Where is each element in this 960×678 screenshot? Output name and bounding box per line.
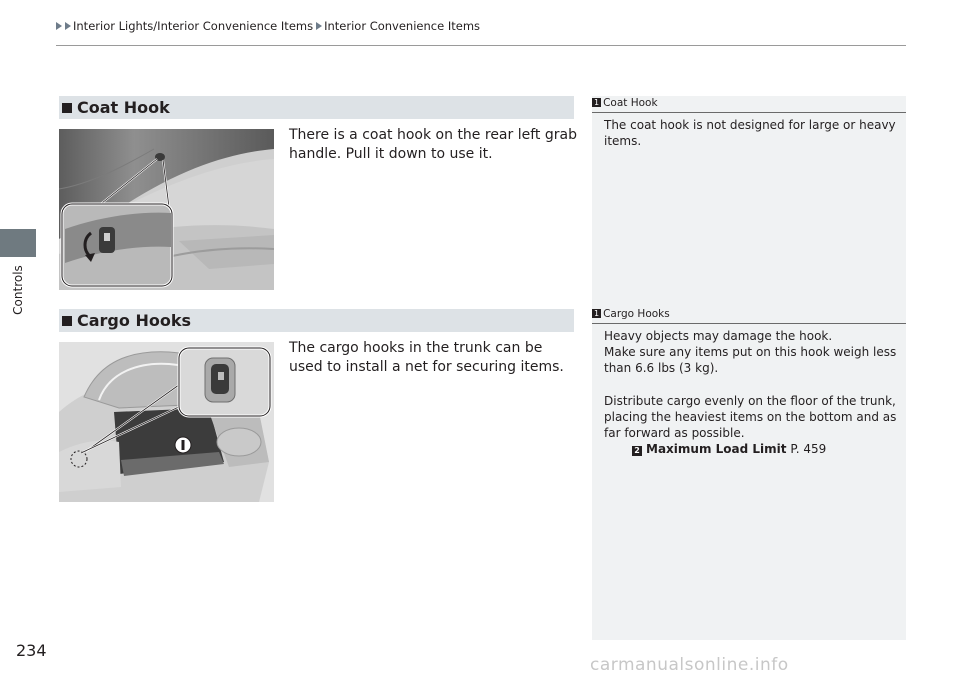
section-square-icon	[62, 103, 72, 113]
chapter-label	[2, 260, 34, 320]
note-body-coat-hook	[604, 117, 899, 149]
cargo-hooks-description: The cargo hooks in the trunk can be used to install a net for securing items.	[289, 340, 564, 375]
page-number: 234	[16, 641, 47, 660]
note-paragraph: Heavy objects may damage the hook.	[604, 329, 833, 343]
header-rule	[56, 45, 906, 46]
breadcrumb-arrow-icon	[316, 22, 322, 30]
xref-page: P. 459	[790, 442, 827, 457]
note-number-icon: 1	[594, 98, 600, 107]
section-header-cargo-hooks	[59, 309, 574, 332]
breadcrumb-arrow-icon	[56, 22, 62, 30]
breadcrumb-link-convenience-items[interactable]: Interior Convenience Items	[324, 19, 481, 33]
reference-arrow-icon: 2	[632, 446, 642, 456]
note-divider	[592, 323, 906, 324]
section-square-icon	[62, 316, 72, 326]
breadcrumb	[56, 19, 480, 33]
note-body-cargo-hooks	[604, 328, 899, 457]
note-heading-text: Cargo Hooks	[603, 308, 670, 320]
chapter-label-text: Controls	[11, 265, 25, 315]
section-header-coat-hook	[59, 96, 574, 119]
watermark: carmanualsonline.info	[590, 655, 789, 675]
note-spacer	[604, 377, 899, 393]
section-title: Coat Hook	[77, 98, 170, 117]
breadcrumb-link-interior-lights[interactable]: Interior Lights/Interior Convenience Items	[73, 19, 314, 33]
cargo-hooks-illustration	[59, 342, 274, 502]
note-heading-text: Coat Hook	[603, 97, 658, 109]
coat-hook-illustration	[59, 129, 274, 290]
note-divider	[592, 112, 906, 113]
note-paragraph: The coat hook is not designed for large or heavy items.	[604, 118, 896, 149]
xref-label: Maximum Load Limit	[646, 442, 787, 457]
note-heading-coat-hook	[592, 97, 906, 109]
section-title: Cargo Hooks	[77, 311, 191, 330]
chapter-tab	[0, 229, 36, 257]
note-number-icon: 1	[594, 309, 600, 318]
note-paragraph: Make sure any items put on this hook weigh less than 6.6 lbs (3 kg).	[604, 345, 897, 376]
note-heading-cargo-hooks	[592, 308, 906, 320]
cross-reference-link[interactable]	[604, 441, 899, 457]
note-paragraph: Distribute cargo evenly on the floor of the trunk, placing the heaviest items on the bottom and as far forward as possible.	[604, 393, 897, 441]
breadcrumb-arrow-icon	[65, 22, 71, 30]
coat-hook-description: There is a coat hook on the rear left grab handle. Pull it down to use it.	[289, 127, 577, 162]
